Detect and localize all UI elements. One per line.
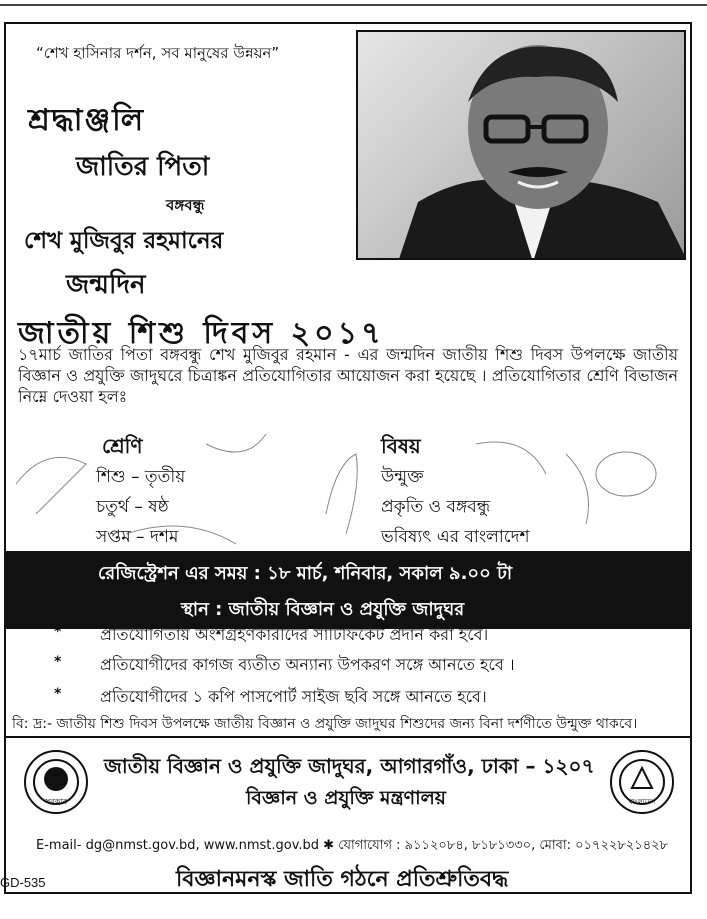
- subject-row-3: ভবিষ্যৎ এর বাংলাদেশ: [381, 527, 530, 547]
- contact-info: E-mail- dg@nmst.gov.bd, www.nmst.gov.bd ✱ যোগাযোগ : ৯১১২০৮৪, ৮১৮১৩৩০, মোবা: ০১৭২২৮২১৪২৮: [36, 838, 669, 853]
- class-row-2: চতুর্থ – ষষ্ঠ: [96, 497, 169, 517]
- tagline: বিজ্ঞানমনস্ক জাতি গঠনে প্রতিশ্রুতিবদ্ধ: [176, 867, 509, 892]
- class-row-3: সপ্তম – দশম: [96, 527, 179, 547]
- class-row-1: শিশু – তৃতীয়: [96, 467, 186, 487]
- museum-logo-icon: [610, 750, 674, 814]
- subject-column-header: বিষয়: [381, 434, 421, 458]
- museum-address: জাতীয় বিজ্ঞান ও প্রযুক্তি জাদুঘর, আগারগাঁও, ঢাকা – ১২০৭: [104, 754, 595, 778]
- left-seal-text: সরকার: [44, 797, 68, 806]
- event-description: ১৭মার্চ জাতির পিতা বঙ্গবন্ধু শেখ মুজিবুর রহমান - এর জন্মদিন জাতীয় শিশু দিবস উপলক্ষে জাতীয় বিজ্ঞান ও প্রযুক্তি জাদুঘরে চিত্রাঙ্কন প্রতিযোগিতার আয়োজন করা হয়েছে । প্রতিযোগিতার শ্রেণি বিভাজন নিম্নে দেওয়া হলঃ: [18, 345, 678, 406]
- slogan: “শেখ হাসিনার দর্শন, সব মানুষের উন্নয়ন”: [36, 44, 280, 62]
- bullet-item: প্রতিযোগিতায় অংশগ্রহণকারীদের সার্টিফিকেট প্রদান করা হবে।: [100, 625, 489, 644]
- bullet-star-icon: *: [54, 624, 62, 640]
- registration-band: [6, 551, 690, 629]
- subject-row-1: উন্মুক্ত: [381, 467, 424, 487]
- event-title: জাতীয় শিশু দিবস ২০১৭: [18, 316, 385, 351]
- museum-emblem-icon: [612, 752, 672, 812]
- right-seal-text: বাংলাদেশ: [628, 798, 656, 806]
- bangabandhu-label: বঙ্গবন্ধু: [166, 196, 205, 214]
- bullet-star-icon: *: [54, 686, 62, 702]
- portrait-photo: [356, 30, 686, 260]
- class-column-header: শ্রেণি: [102, 434, 143, 458]
- subject-row-2: প্রকৃতি ও বঙ্গবন্ধু: [381, 497, 491, 517]
- name-heading: শেখ মুজিবুর রহমানের: [24, 228, 224, 254]
- advertisement-frame: [4, 22, 692, 894]
- divider: [6, 736, 690, 738]
- tribute-heading: শ্রদ্ধাঞ্জলি: [28, 103, 146, 138]
- note: বি: দ্র:- জাতীয় শিশু দিবস উপলক্ষে জাতীয় বিজ্ঞান ও প্রযুক্তি জাদুঘর শিশুদের জন্য বিনা দর্শণীতে উন্মুক্ত থাকবে।: [12, 716, 638, 732]
- bullet-star-icon: *: [54, 654, 62, 670]
- father-heading: জাতির পিতা: [76, 152, 210, 182]
- seal-emblem-icon: [26, 752, 86, 812]
- ministry-name: বিজ্ঞান ও প্রযুক্তি মন্ত্রণালয়: [246, 787, 446, 809]
- birthday-heading: জন্মদিন: [66, 270, 146, 300]
- government-seal-icon: [24, 750, 88, 814]
- bullet-item: প্রতিযোগীদের কাগজ ব্যতীত অন্যান্য উপকরণ সঙ্গে আনতে হবে ।: [100, 655, 515, 674]
- top-rule: [0, 4, 707, 6]
- bullet-item: প্রতিযোগীদের ১ কপি পাসপোর্ট সাইজ ছবি সঙ্গে আনতে হবে।: [100, 687, 487, 706]
- venue: স্থান : জাতীয় বিজ্ঞান ও প্রযুক্তি জাদুঘর: [181, 599, 465, 620]
- portrait-illustration: [358, 32, 686, 260]
- registration-time: রেজিস্ট্রেশন এর সময় : ১৮ মার্চ, শনিবার, সকাল ৯.০০ টা: [98, 563, 513, 584]
- ad-code: GD-535: [0, 875, 46, 890]
